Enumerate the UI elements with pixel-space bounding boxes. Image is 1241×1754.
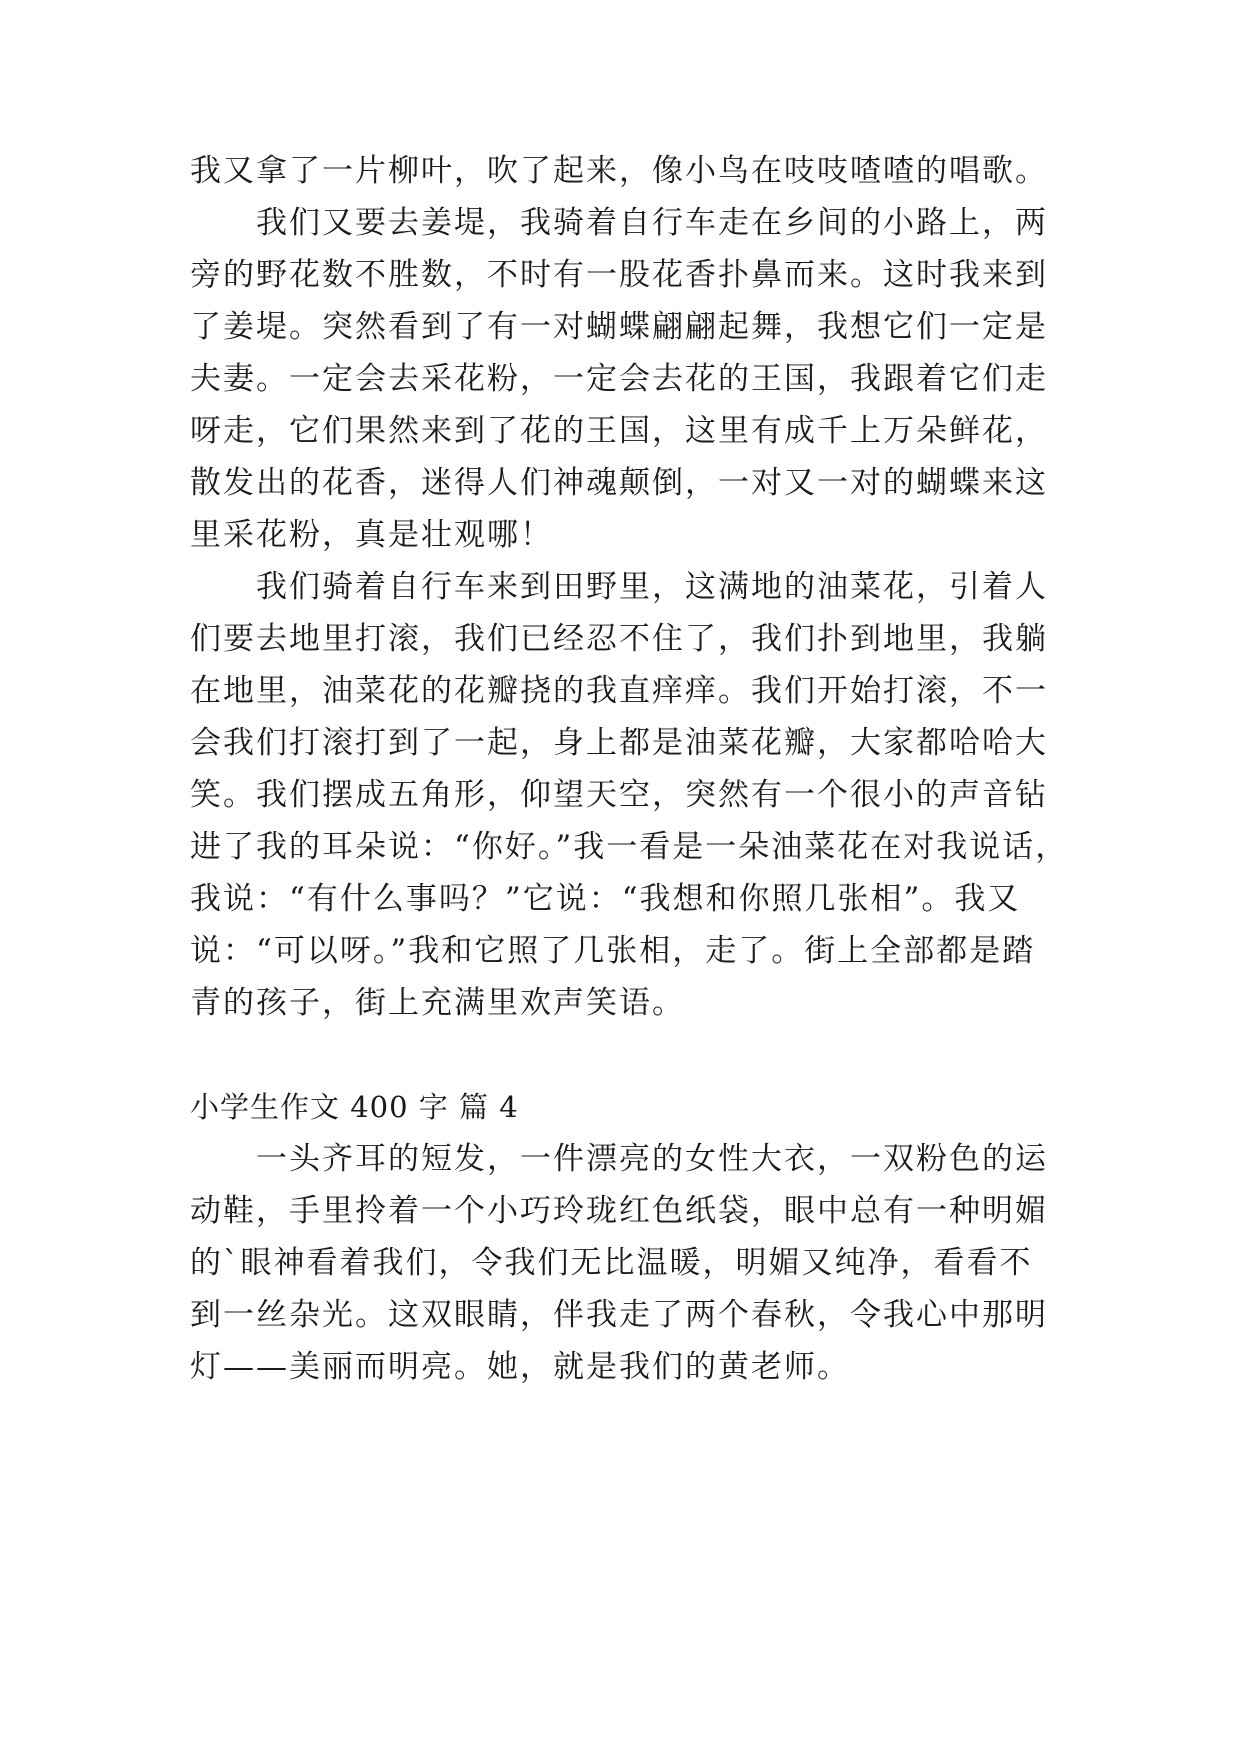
- paragraph-line: 散发出的花香，迷得人们神魂颠倒，一对又一对的蝴蝶来这: [190, 465, 1048, 501]
- paragraph-line: 进了我的耳朵说：“你好。”我一看是一朵油菜花在对我说话，: [190, 829, 1069, 865]
- section-heading: 小学生作文 400 字 篇 4: [190, 1090, 519, 1124]
- paragraph-line: 笑。我们摆成五角形，仰望天空，突然有一个很小的声音钻: [190, 777, 1048, 813]
- paragraph-line: 灯——美丽而明亮。她，就是我们的黄老师。: [190, 1349, 850, 1385]
- paragraph-line: 青的孩子，街上充满里欢声笑语。: [190, 985, 685, 1021]
- paragraph-line: 我又拿了一片柳叶，吹了起来，像小鸟在吱吱喳喳的唱歌。: [190, 153, 1048, 189]
- paragraph-line: 在地里，油菜花的花瓣挠的我直痒痒。我们开始打滚，不一: [190, 673, 1048, 709]
- paragraph-line: 我们又要去姜堤，我骑着自行车走在乡间的小路上，两: [190, 205, 1048, 241]
- paragraph-line: 说：“可以呀。”我和它照了几张相，走了。街上全部都是踏: [190, 933, 1036, 969]
- paragraph-line: 的`眼神看着我们，令我们无比温暖，明媚又纯净，看看不: [190, 1245, 1033, 1281]
- paragraph-line: 们要去地里打滚，我们已经忍不住了，我们扑到地里，我躺: [190, 621, 1048, 657]
- paragraph-line: 旁的野花数不胜数，不时有一股花香扑鼻而来。这时我来到: [190, 257, 1048, 293]
- paragraph-line: 动鞋，手里拎着一个小巧玲珑红色纸袋，眼中总有一种明媚: [190, 1193, 1048, 1229]
- paragraph-line: 呀走，它们果然来到了花的王国，这里有成千上万朵鲜花，: [190, 413, 1048, 449]
- paragraph-line: 一头齐耳的短发，一件漂亮的女性大衣，一双粉色的运: [190, 1141, 1048, 1177]
- paragraph-line: 我说：“有什么事吗？”它说：“我想和你照几张相”。我又: [190, 881, 1021, 917]
- paragraph-line: 会我们打滚打到了一起，身上都是油菜花瓣，大家都哈哈大: [190, 725, 1048, 761]
- paragraph-line: 我们骑着自行车来到田野里，这满地的油菜花，引着人: [190, 569, 1048, 605]
- paragraph-line: 里采花粉，真是壮观哪！: [190, 517, 553, 553]
- paragraph-line: 到一丝杂光。这双眼睛，伴我走了两个春秋，令我心中那明: [190, 1297, 1048, 1333]
- paragraph-line: 夫妻。一定会去采花粉，一定会去花的王国，我跟着它们走: [190, 361, 1048, 397]
- paragraph-line: 了姜堤。突然看到了有一对蝴蝶翩翩起舞，我想它们一定是: [190, 309, 1048, 345]
